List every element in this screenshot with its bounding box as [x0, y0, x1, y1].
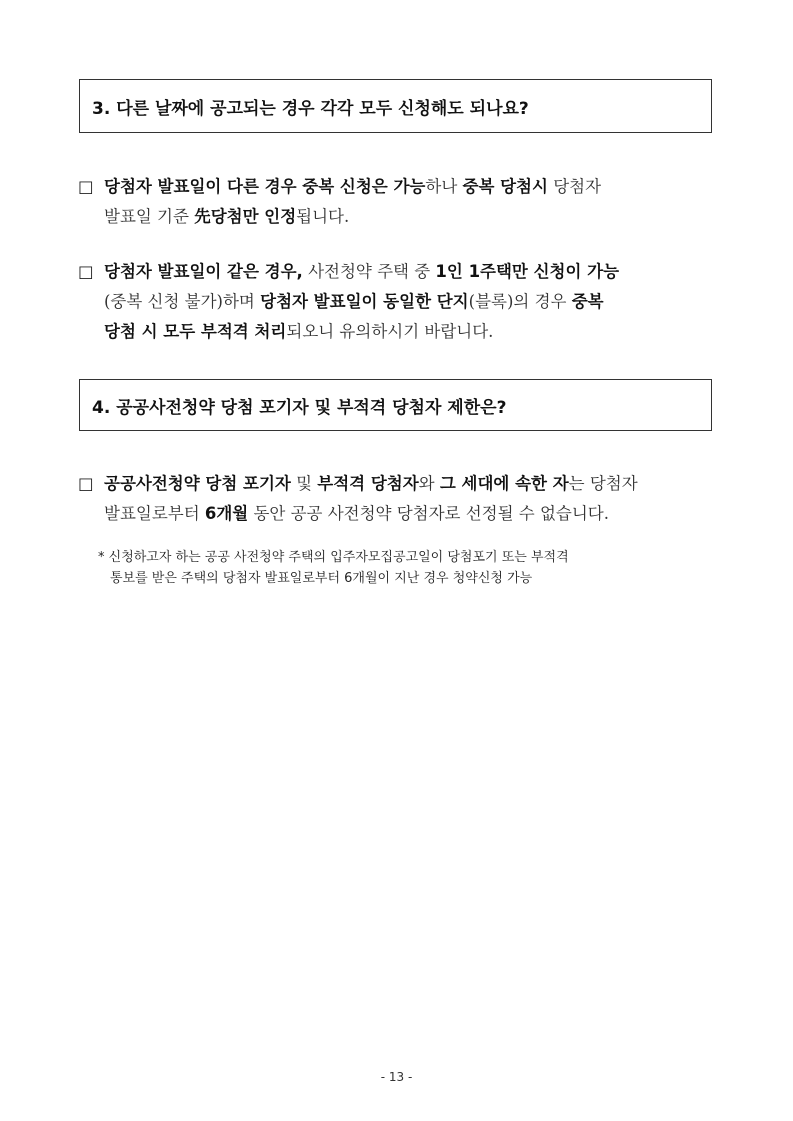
text-normal: 당첨자	[547, 177, 602, 196]
checkbox-bullet: □	[78, 262, 94, 281]
text-bold: 당첨자 발표일이 같은 경우,	[104, 262, 303, 281]
text-bold: 당첨자 발표일이 동일한 단지	[260, 292, 469, 311]
text-normal: 동안 공공 사전청약 당첨자로 선정될 수 없습니다.	[248, 504, 609, 523]
text-normal: 발표일 기준	[104, 207, 195, 226]
text-bold: 당첨 시 모두 부적격 처리	[104, 322, 287, 341]
text-normal: 하나	[425, 177, 463, 196]
checkbox-bullet: □	[78, 474, 94, 493]
text-bold: 先당첨만 인정	[194, 207, 297, 226]
question-4-box	[79, 379, 712, 431]
text-normal: (블록)의 경우	[468, 292, 572, 311]
text-normal: 및	[290, 474, 318, 493]
text-normal: 되오니 유의하시기 바랍니다.	[286, 322, 494, 341]
text-bold: 중복 당첨시	[462, 177, 548, 196]
text-normal: (중복 신청 불가)하며	[104, 292, 261, 311]
text-normal: 는 당첨자	[568, 474, 638, 493]
text-bold: 공공사전청약 당첨 포기자	[104, 474, 291, 493]
footnote	[98, 547, 718, 589]
text-bold: 그 세대에 속한 자	[439, 474, 569, 493]
text-normal: 와	[418, 474, 440, 493]
answer-4-paragraph	[78, 469, 718, 529]
footnote-line-2: 통보를 받은 주택의 당첨자 발표일로부터 6개월이 지난 경우 청약신청 가능	[110, 571, 533, 586]
text-bold: 부적격 당첨자	[317, 474, 419, 493]
text-bold: 중복	[571, 292, 604, 311]
footnote-line-1: * 신청하고자 하는 공공 사전청약 주택의 입주자모집공고일이 당첨포기 또는 부적격	[98, 550, 569, 565]
text-bold: 당첨자 발표일이 다른 경우 중복 신청은 가능	[104, 177, 426, 196]
answer-3-paragraph-1	[78, 172, 718, 232]
question-3-box	[79, 79, 712, 133]
text-normal: 됩니다.	[296, 207, 350, 226]
answer-3-paragraph-2	[78, 257, 718, 347]
text-normal: 발표일로부터	[104, 504, 205, 523]
text-bold: 1인 1주택만 신청이 가능	[435, 262, 620, 281]
text-normal: 사전청약 주택 중	[302, 262, 436, 281]
question-4-title: 4. 공공사전청약 당첨 포기자 및 부적격 당첨자 제한은?	[92, 397, 507, 418]
text-bold: 6개월	[204, 504, 249, 523]
page-number: - 13 -	[380, 1070, 413, 1084]
question-3-title: 3. 다른 날짜에 공고되는 경우 각각 모두 신청해도 되나요?	[92, 98, 529, 119]
checkbox-bullet: □	[78, 177, 94, 196]
